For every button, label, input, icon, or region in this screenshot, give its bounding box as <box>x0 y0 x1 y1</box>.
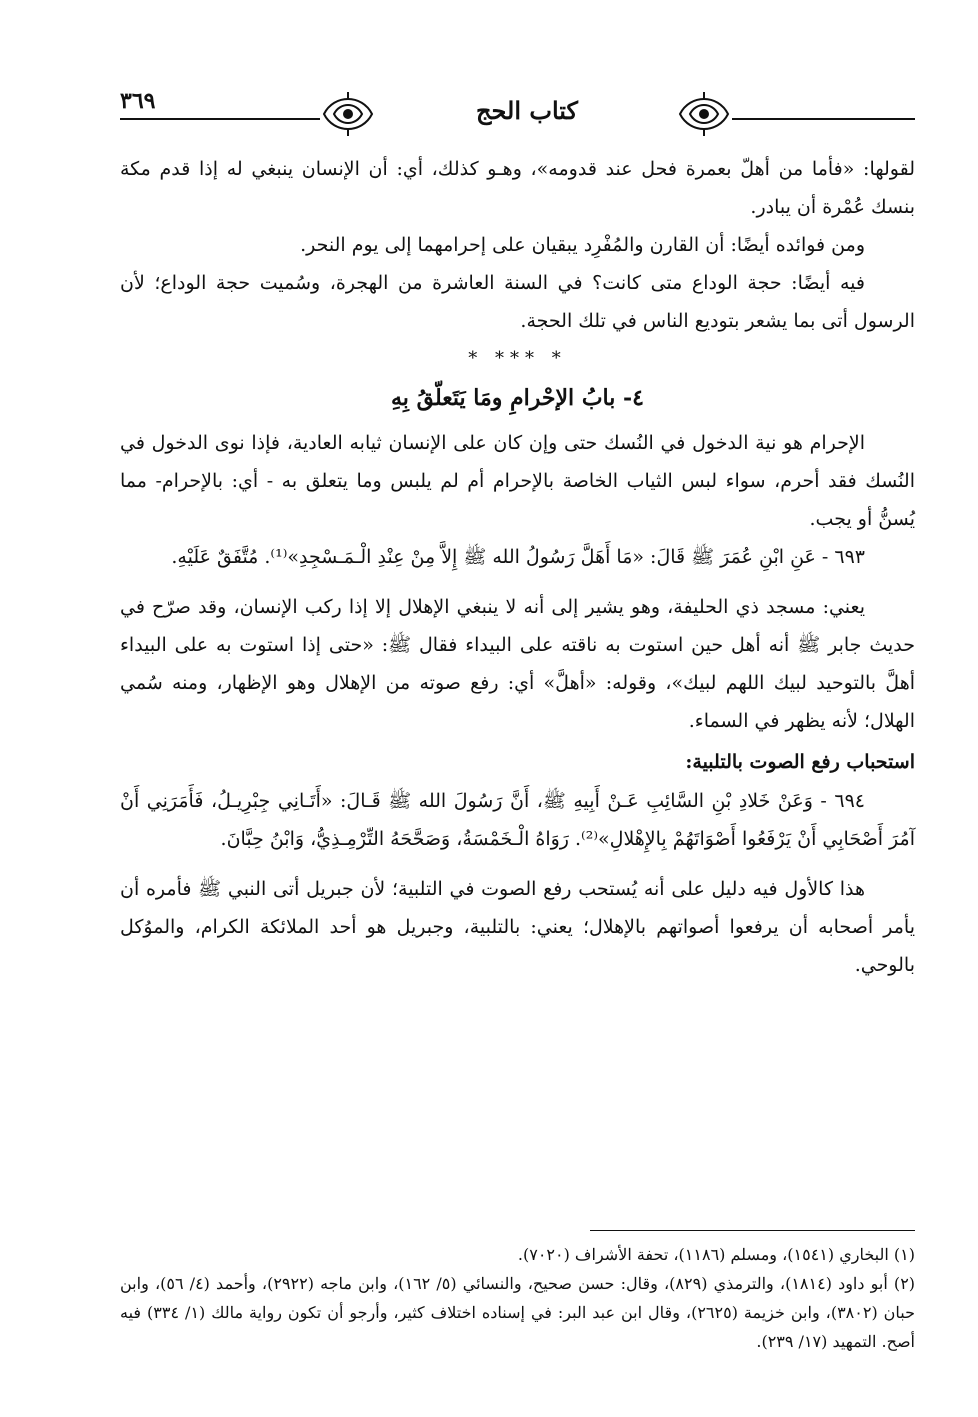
paragraph: هذا كالأول فيه دليل على أنه يُستحب رفع الصوت في التلبية؛ لأن جبريل أتى النبي ﷺ فأمره أن يأمر أصحابه أن يرفعوا أصواتهم بالإهلال؛ يعني: بالتلبية، وجبريل هو أحد الملائكة الكرام، والموُكل بالوحي. <box>120 878 915 976</box>
header-title: كتاب الحج <box>476 96 578 125</box>
paragraph: يعني: مسجد ذي الحليفة، وهو يشير إلى أنه لا ينبغي الإهلال إلا إذا ركب الإنسان، وقد صرّح في حديث جابر ﷺ أنه أهل حين استوت به ناقته على البيداء فقال ﷺ: «حتى إذا استوت به على البيداء أهلَّ بالتوحيد لبيك اللهم لبيك»، وقوله: «أهلَّ» أي: رفع صوته من الإهلال وهو الإظهار، ومنه سُمي الهلال؛ لأنه يظهر في السماء. <box>120 596 915 732</box>
arabesque-ornament-icon <box>320 90 376 138</box>
footnotes <box>120 1240 915 1356</box>
paragraph: فيه أيضًا: حجة الوداع متى كانت؟ في السنة العاشرة من الهجرة، وسُميت حجة الوداع؛ لأن الرسول أتى بما يشعر بتوديع الناس في تلك الحجة. <box>120 272 915 332</box>
page-number: ٣٦٩ <box>120 88 156 114</box>
paragraph: ومن فوائده أيضًا: أن القارن والمُفْرِد يبقيان على إحرامهما إلى يوم النحر. <box>300 234 865 256</box>
footnote: (٢) أبو داود (١٨١٤)، والترمذي (٨٢٩)، وقال: حسن صحيح، والنسائي (٥/ ١٦٢)، وابن ماجه (٢٩٢٢)، وأحمد (٤/ ٥٦)، وابن حبان (٣٨٠٢)، وابن خزيمة (٢٦٢٥)، وقال ابن عبد البر: في إسناده اختلاف كثير، وأرجو أن تكون رواية مالك (١/ ٣٣٤) فيه أصح. التمهيد (١٧/ ٢٣٩). <box>120 1274 916 1351</box>
main-text <box>120 150 915 984</box>
chapter-heading: ٤- بابُ الإحْرامِ ومَا يَتَعلّقُ بِهِ <box>391 385 644 411</box>
header-rule-right <box>732 118 915 120</box>
header-rule-left <box>120 118 320 120</box>
paragraph: الإحرام هو نية الدخول في النُسك حتى وإن كان على الإنسان ثيابه العادية، فإذا نوى الدخول في النُسك فقد أحرم، سواء لبس الثياب الخاصة بالإحرام أم لم يلبس وما يتعلق به - أي: بالإحرام- مما يُسنُّ أو يجب. <box>120 432 915 530</box>
arabesque-ornament-icon <box>676 90 732 138</box>
page-header <box>120 88 915 144</box>
subheading: استحباب رفع الصوت بالتلبية: <box>685 751 915 773</box>
footnote-divider <box>590 1230 915 1231</box>
section-separator: * *** * <box>468 348 567 369</box>
hadith-text: ٦٩٣ - عَنِ ابْنِ عُمَرَ ﷺ قَالَ: «مَا أَهَلَّ رَسُولُ الله ﷺ إِلاَّ مِنْ عِنْدِ الْـمَـسْجِدِ»⁽¹⁾. مُتَّفَقٌ عَلَيْهِ. <box>171 546 865 568</box>
hadith-text: ٦٩٤ - وَعَنْ خَلادِ بْنِ السَّائِبِ عَـنْ أَبِيهِ ﷺ، أَنَّ رَسُولَ الله ﷺ قَـالَ: «أَتَـانِي جِبْرِيـلُ، فَأَمَرَنِي أَنْ آمُرَ أَصْحَابِي أَنْ يَرْفَعُوا أَصْوَاتَهُمْ بِالإِهْلالِ»⁽²⁾. رَوَاهُ الْـخَمْسَةُ، وَصَحَّحَهُ التِّرْمِـذِيُّ، وَابْنُ حِبَّانَ. <box>120 790 915 850</box>
paragraph: لقولها: «فأما من أهلّ بعمرة فحل عند قدومه»، وهـو كذلك، أي: أن الإنسان ينبغي له إذا قدم مكة بنسك عُمْرة أن يبادر. <box>120 158 915 218</box>
footnote: (١) البخاري (١٥٤١)، ومسلم (١١٨٦)، تحفة الأشراف (٧٠٢٠). <box>517 1245 915 1264</box>
